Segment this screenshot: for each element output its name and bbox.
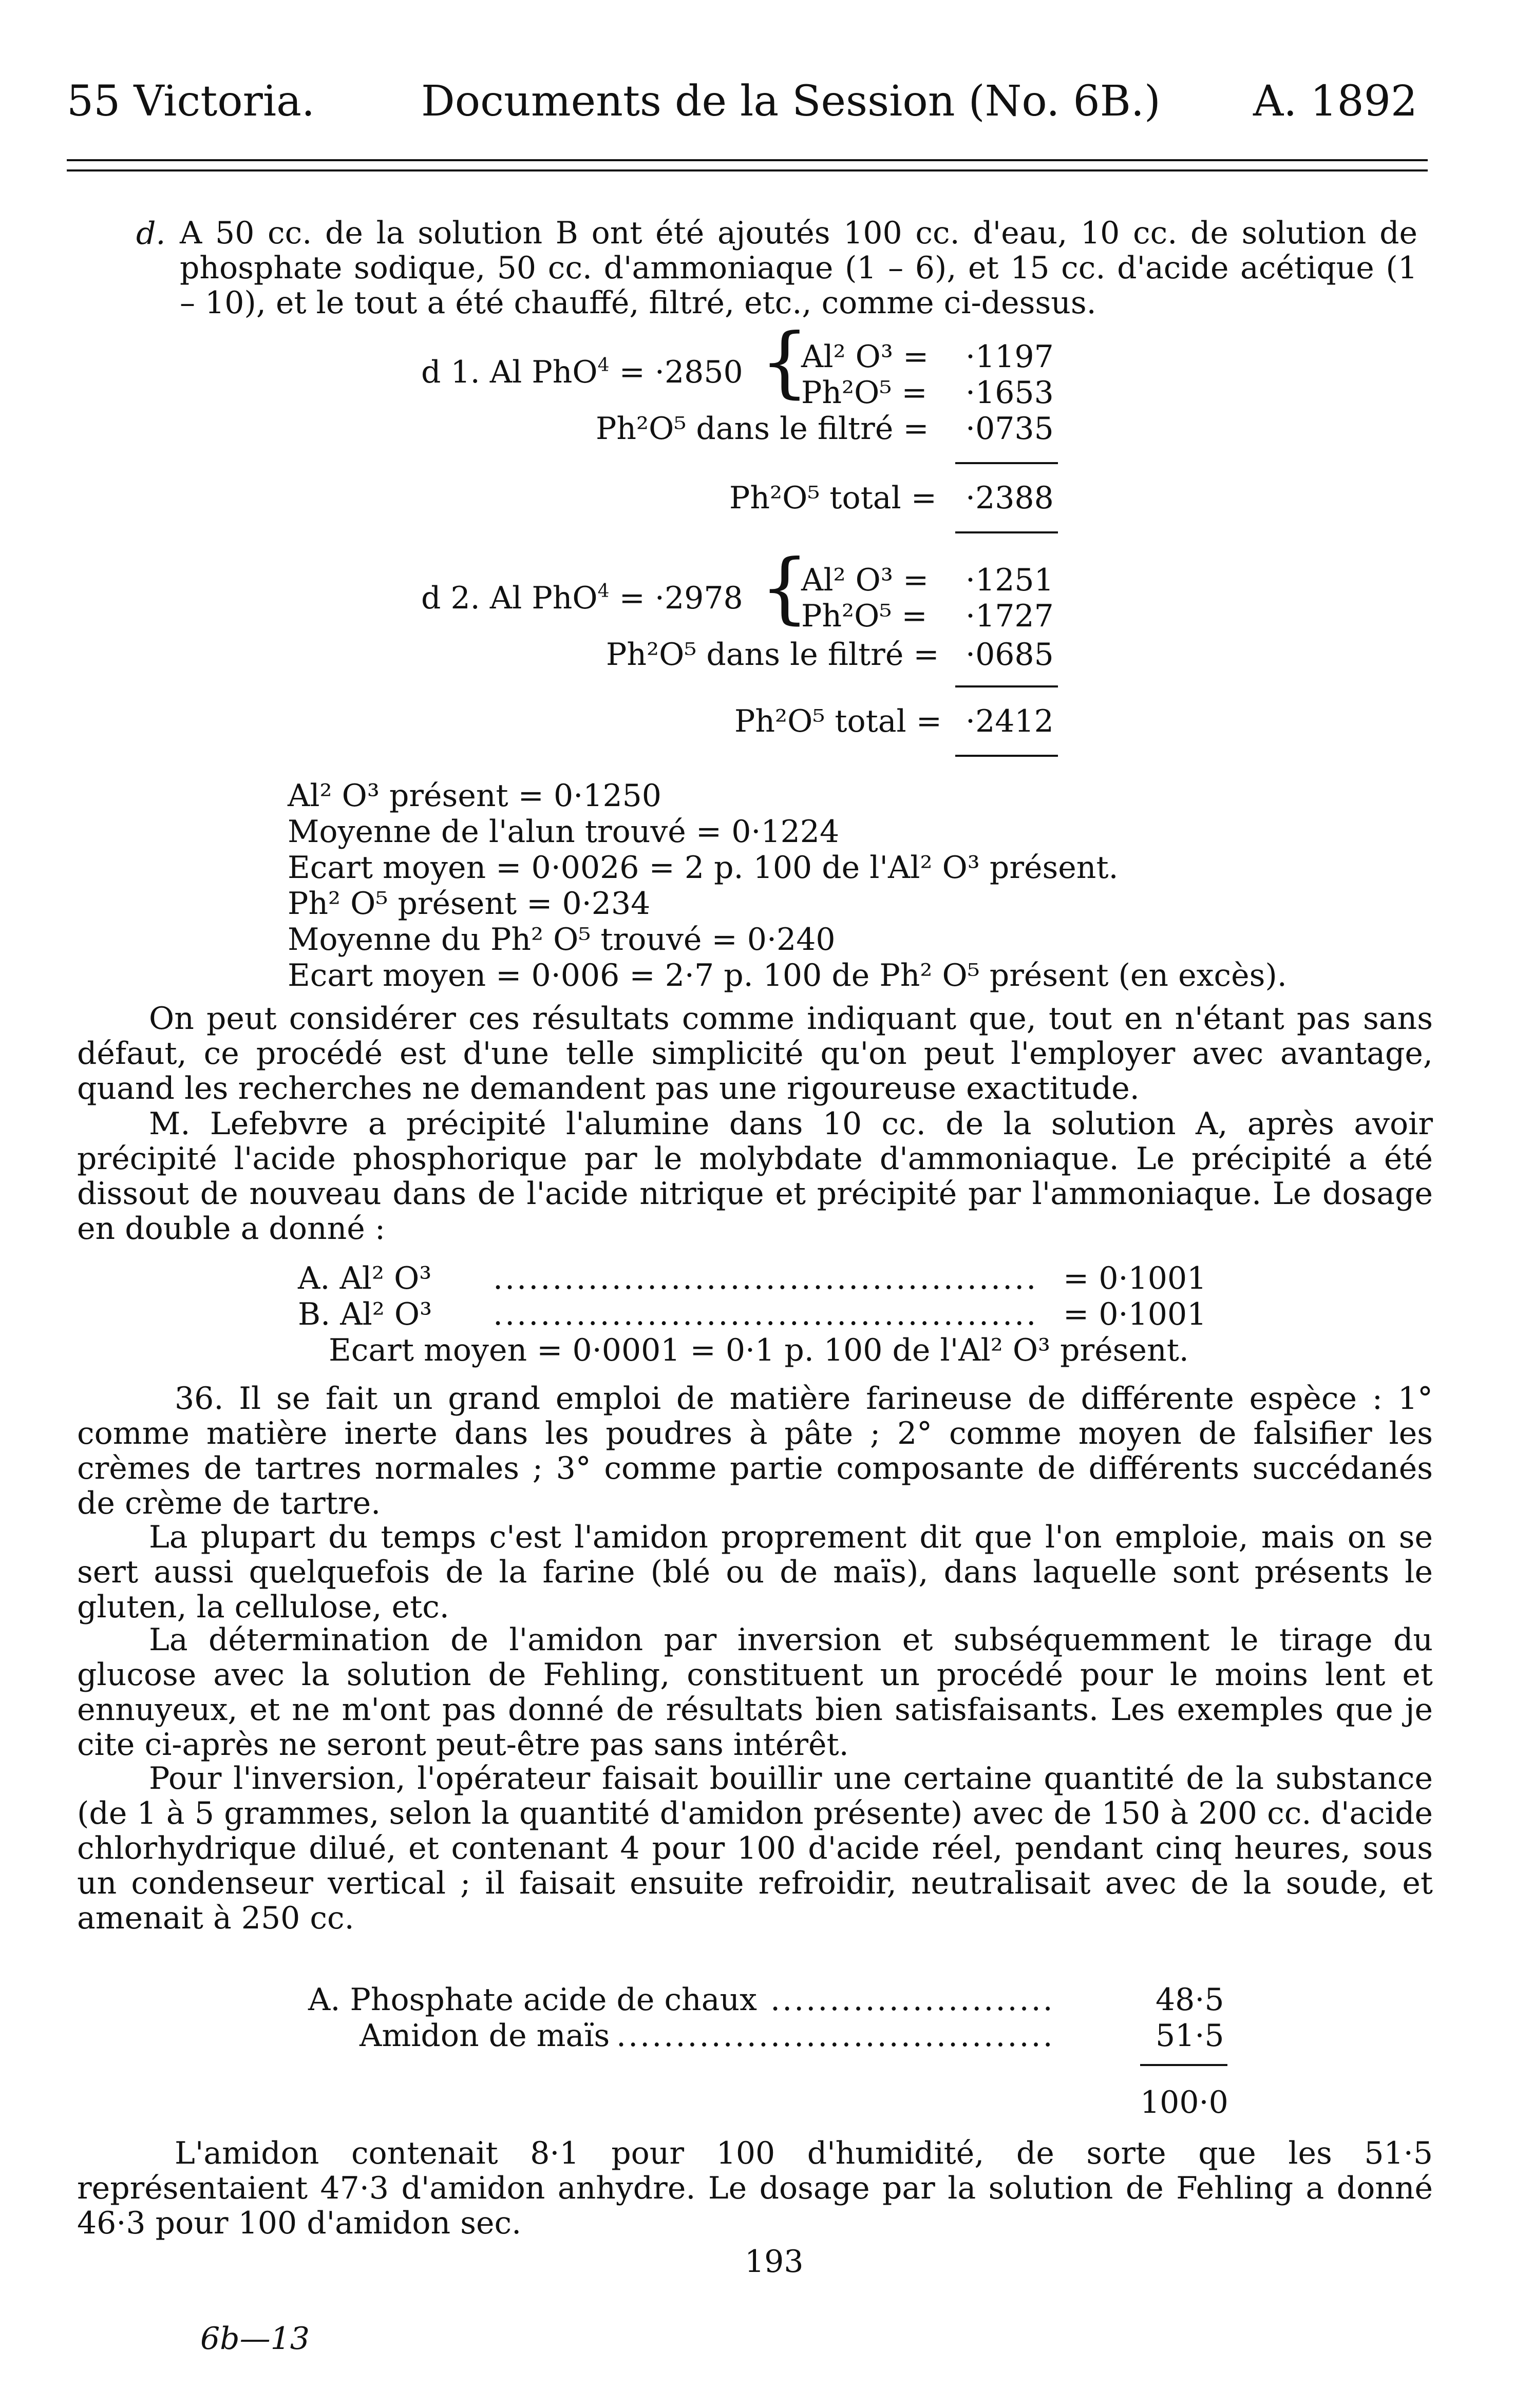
dosage-b-value: = 0·1001 [1063, 1296, 1207, 1332]
d2-ph-label: Ph²O⁵ = [801, 598, 928, 634]
mixture-a-leader: ........................ [770, 1982, 1055, 2018]
summary-line-2: Moyenne de l'alun trouvé = 0·1224 [288, 814, 840, 850]
summary-line-5: Moyenne du Ph² O⁵ trouvé = 0·240 [288, 922, 836, 958]
mixture-a-label: A. Phosphate acide de chaux [308, 1982, 757, 2018]
d1-al-value: ·1197 [966, 339, 1054, 375]
signature-mark: 6b—13 [200, 2321, 310, 2357]
paragraph-inversion: Pour l'inversion, l'opérateur faisait bouillir une certaine quantité de la substance (de 1 à 5 grammes, selon la quantité d'amidon présente) avec de 150 à 200 cc. d'acide chlorhydrique dilué, et contenant 4 pour 100 d'acide réel, pendant cinq heures, sous un condenseur vertical ; il faisait ensuite refroidir, neutralisait avec de la soude, et amenait à 250 cc. [77, 1761, 1433, 1936]
mixture-b-label: Amidon de maïs [359, 2018, 610, 2054]
paragraph-36: 36. Il se fait un grand emploi de matière farineuse de différente espèce : 1° comme matière inerte dans les poudres à pâte ; 2° comme moyen de falsifier les crèmes de tartres normales ; 3° comme partie composante de différents succédanés de crème de tartre. [77, 1381, 1433, 1521]
summary-line-3: Ecart moyen = 0·0026 = 2 p. 100 de l'Al² O³ présent. [288, 850, 1119, 886]
d1-ph-label: Ph²O⁵ = [801, 375, 928, 411]
d2-filtre-value: ·0685 [966, 637, 1054, 673]
header-rule-top [67, 159, 1428, 161]
d1-filtre-value: ·0735 [966, 411, 1054, 447]
d2-sum-rule [955, 685, 1058, 687]
paragraph-humidite: L'amidon contenait 8·1 pour 100 d'humidité, de sorte que les 51·5 représentaient 47·3 d'amidon anhydre. Le dosage par la solution de Fehling a donné 46·3 pour 100 d'amidon sec. [77, 2135, 1433, 2241]
dosage-b-leader: .............................................. [493, 1296, 1038, 1332]
d2-ph-value: ·1727 [966, 598, 1054, 634]
header-center: Documents de la Session (No. 6B.) [421, 77, 1161, 126]
d2-total-value: ·2412 [966, 703, 1054, 739]
para-d-label: d. [136, 216, 166, 252]
mixture-sum-rule [1140, 2064, 1227, 2066]
d1-total-value: ·2388 [966, 480, 1054, 516]
dosage-a-label: A. Al² O³ [298, 1260, 432, 1296]
d2-total-label: Ph²O⁵ total = [734, 703, 942, 739]
mixture-total: 100·0 [1140, 2085, 1228, 2120]
d2-total-rule [955, 755, 1058, 757]
d1-al-label: Al² O³ = [801, 339, 929, 375]
d1-total-rule [955, 531, 1058, 533]
paragraph-lefebvre: M. Lefebvre a précipité l'alumine dans 10 cc. de la solution A, après avoir précipité l'acide phosphorique par le molybdate d'ammoniaque. Le précipité a été dissout de nouveau dans de l'acide nitrique et précipité par l'ammoniaque. Le dosage en double a donné : [77, 1106, 1433, 1247]
mixture-a-value: 48·5 [1156, 1982, 1224, 2018]
d2-al-value: ·1251 [966, 562, 1054, 598]
dosage-b-label: B. Al² O³ [298, 1296, 432, 1332]
para-d-text: A 50 cc. de la solution B ont été ajoutés 100 cc. d'eau, 10 cc. de solution de phosphate sodique, 50 cc. d'ammoniaque (1 – 6), et 15 cc. d'acide acétique (1 – 10), et le tout a été chauffé, filtré, etc., comme ci-dessus. [180, 215, 1417, 321]
d1-total-label: Ph²O⁵ total = [729, 480, 937, 516]
d1-filtre-label: Ph²O⁵ dans le filtré = [596, 411, 929, 447]
summary-line-6: Ecart moyen = 0·006 = 2·7 p. 100 de Ph² O⁵ présent (en excès). [288, 958, 1287, 993]
header-right: A. 1892 [1253, 77, 1418, 126]
d2-brace: { [760, 543, 809, 633]
header-left: 55 Victoria. [67, 77, 315, 126]
d2-filtre-label: Ph²O⁵ dans le filtré = [606, 637, 939, 673]
paragraph-amidon: La plupart du temps c'est l'amidon proprement dit que l'on emploie, mais on se sert aussi quelquefois de la farine (blé ou de maïs), dans laquelle sont présents le gluten, la cellulose, etc. [77, 1519, 1433, 1625]
paragraph-determination: La détermination de l'amidon par inversion et subséquemment le tirage du glucose avec la solution de Fehling, constituent un procédé pour le moins lent et ennuyeux, et ne m'ont pas donné de résultats bien satisfaisants. Les exemples que je cite ci-après ne seront peut-être pas sans intérêt. [77, 1622, 1433, 1763]
d1-formula: d 1. Al PhO$^4$ = ·2850 [421, 354, 743, 390]
paragraph-results: On peut considérer ces résultats comme indiquant que, tout en n'étant pas sans défaut, ce procédé est d'une telle simplicité qu'on peut l'employer avec avantage, quand les recherches ne demandent pas une rigoureuse exactitude. [77, 1001, 1433, 1106]
dosage-a-leader: .............................................. [493, 1260, 1038, 1296]
dosage-ecart: Ecart moyen = 0·0001 = 0·1 p. 100 de l'Al² O³ présent. [329, 1332, 1189, 1368]
d2-al-label: Al² O³ = [801, 562, 929, 598]
d1-ph-value: ·1653 [966, 375, 1054, 411]
summary-line-4: Ph² O⁵ présent = 0·234 [288, 886, 651, 922]
mixture-b-leader: ..................................... [616, 2018, 1055, 2054]
d2-formula: d 2. Al PhO$^4$ = ·2978 [421, 580, 743, 616]
d1-sum-rule [955, 462, 1058, 464]
summary-line-1: Al² O³ présent = 0·1250 [288, 778, 661, 814]
page-number: 193 [745, 2244, 804, 2280]
d1-brace: { [760, 317, 809, 407]
mixture-b-value: 51·5 [1156, 2018, 1224, 2054]
dosage-a-value: = 0·1001 [1063, 1260, 1207, 1296]
header-rule-bottom [67, 169, 1428, 171]
